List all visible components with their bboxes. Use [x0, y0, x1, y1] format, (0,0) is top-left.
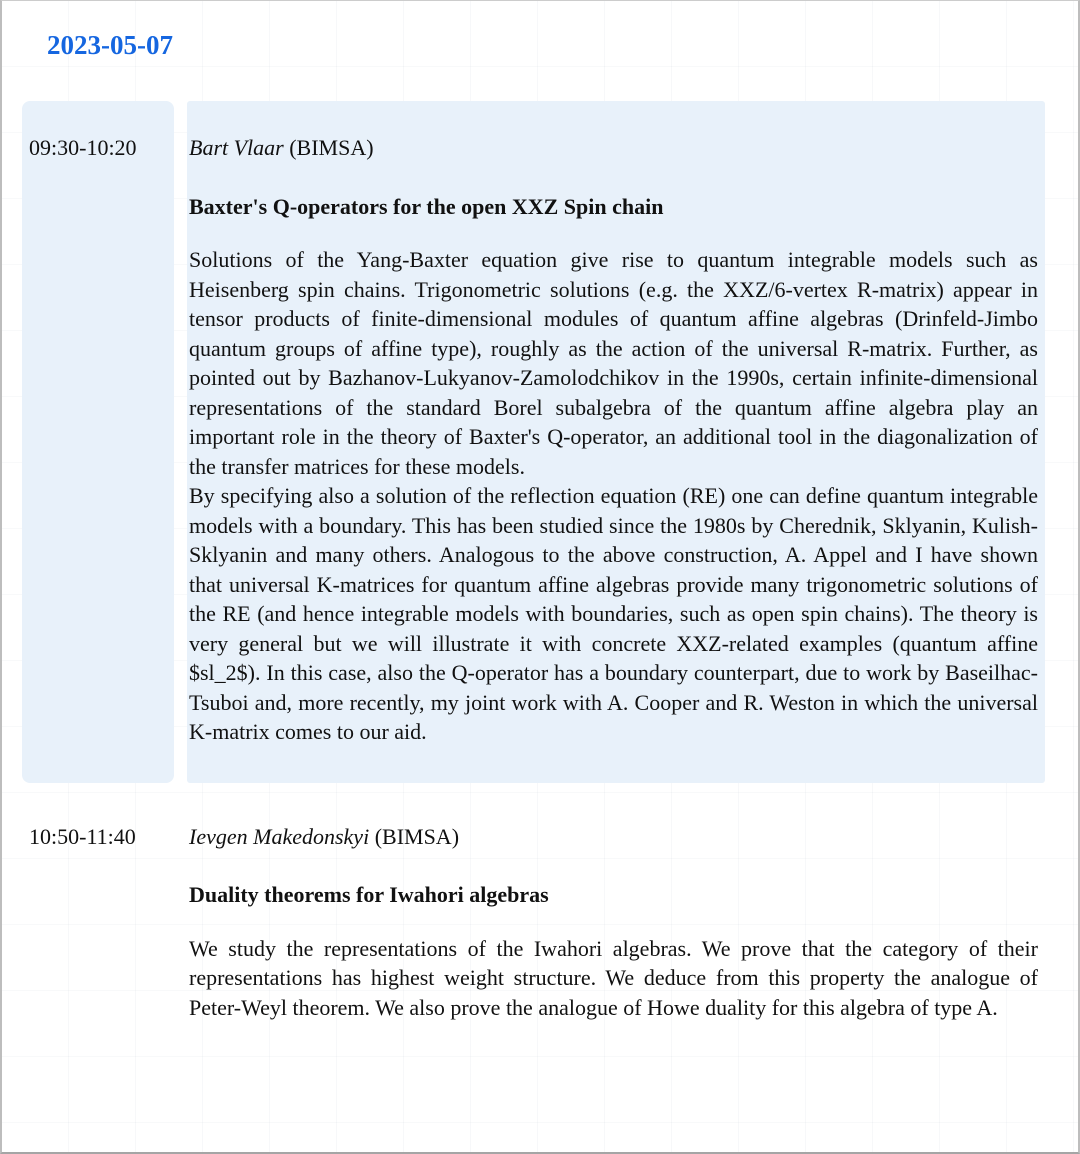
abstract-paragraph: Solutions of the Yang-Baxter equation give rise to quantum integrable models such as Heisenberg spin chains. Trigonometric solutions (e.g. the XXZ/6-vertex R-matrix) appear in tensor products of finite-dimensional modules of quantum affine algebras (Drinfeld-Jimbo quantum groups of affine type), roughly as the action of the universal R-matrix. Further, as pointed out by Bazhanov-Lukyanov-Zamolodchikov in the 1990s, certain infinite-dimensional representations of the standard Borel subalgebra of the quantum affine algebra play an important role in the theory of Baxter's Q-operator, an additional tool in the diagonalization of the transfer matrices for these models. — [189, 247, 1038, 479]
speaker-line — [189, 133, 1038, 163]
speaker-name: Bart Vlaar — [189, 135, 284, 160]
column-gap — [174, 101, 187, 783]
speaker-name: Ievgen Makedonskyi — [189, 823, 370, 849]
abstract-paragraph: By specifying also a solution of the reflection equation (RE) one can define quantum integrable models with a boundary. This has been studied since the 1980s by Cherednik, Sklyanin, Kulish-Sklyanin and many others. Analogous to the above construction, A. Appel and I have shown that universal K-matrices for quantum affine algebras provide many trigonometric solutions of the RE (and hence integrable models with boundaries, such as open spin chains). The theory is very general but we will illustrate it with concrete XXZ-related examples (quantum affine $sl_2$). In this case, also the Q-operator has a boundary counterpart, due to work by Baseilhac-Tsuboi and, more recently, my joint work with A. Cooper and R. Weston in which the universal K-matrix comes to our aid. — [189, 483, 1038, 744]
column-gap — [174, 818, 187, 1023]
speaker-affiliation: (BIMSA) — [374, 823, 460, 849]
abstract-paragraph: We study the representations of the Iwahori algebras. We prove that the category of their representations has highest weight structure. We deduce from this property the analogue of Peter-Weyl theorem. We also prove the analogue of Howe duality for this algebra of type A. — [189, 935, 1038, 1020]
talk-title: Duality theorems for Iwahori algebras — [189, 882, 549, 907]
speaker-line — [189, 822, 1038, 852]
session-1-time: 09:30-10:20 — [22, 101, 174, 783]
date-heading: 2023-05-07 — [47, 30, 173, 60]
session-row-1 — [22, 101, 1045, 783]
session-row-2 — [22, 818, 1045, 1023]
talk-title: Baxter's Q-operators for the open XXZ Spin chain — [189, 193, 664, 219]
speaker-affiliation: (BIMSA) — [289, 135, 374, 160]
session-2-time: 10:50-11:40 — [29, 823, 136, 849]
session-2-content — [187, 818, 1045, 1023]
session-1-content — [187, 101, 1045, 783]
